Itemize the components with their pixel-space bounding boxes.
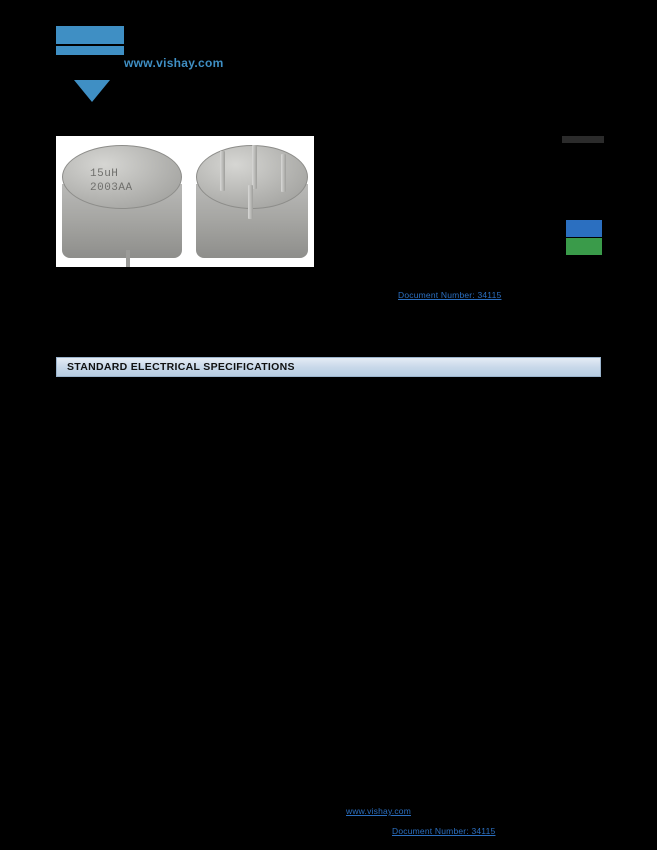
footer-site-link[interactable]: www.vishay.com xyxy=(346,806,411,816)
part-marking-line1: 15uH xyxy=(90,168,119,180)
color-swatch-green xyxy=(566,238,602,255)
part-marking-line2: 2003AA xyxy=(90,182,133,194)
product-photo-pin-view xyxy=(196,145,308,258)
product-photo-side-view xyxy=(62,145,182,258)
pin xyxy=(281,154,286,192)
logo-wordmark xyxy=(56,26,124,44)
pin xyxy=(220,151,225,191)
logo-bar xyxy=(56,46,124,55)
pin xyxy=(252,145,257,189)
color-swatch-blue xyxy=(566,220,602,237)
header-site-url[interactable]: www.vishay.com xyxy=(124,56,224,70)
vishay-logo[interactable] xyxy=(56,24,196,84)
lead-wire xyxy=(126,250,130,267)
logo-triangle-icon xyxy=(74,80,110,102)
pin xyxy=(248,185,253,219)
footer-document-link[interactable]: Document Number: 34115 xyxy=(392,826,496,836)
product-photo xyxy=(56,136,314,267)
section-title: STANDARD ELECTRICAL SPECIFICATIONS xyxy=(67,361,295,373)
part-marking xyxy=(90,167,133,195)
right-column-note xyxy=(562,136,604,143)
document-number-link[interactable]: Document Number: 34115 xyxy=(398,290,502,300)
section-header-bar xyxy=(56,357,601,377)
